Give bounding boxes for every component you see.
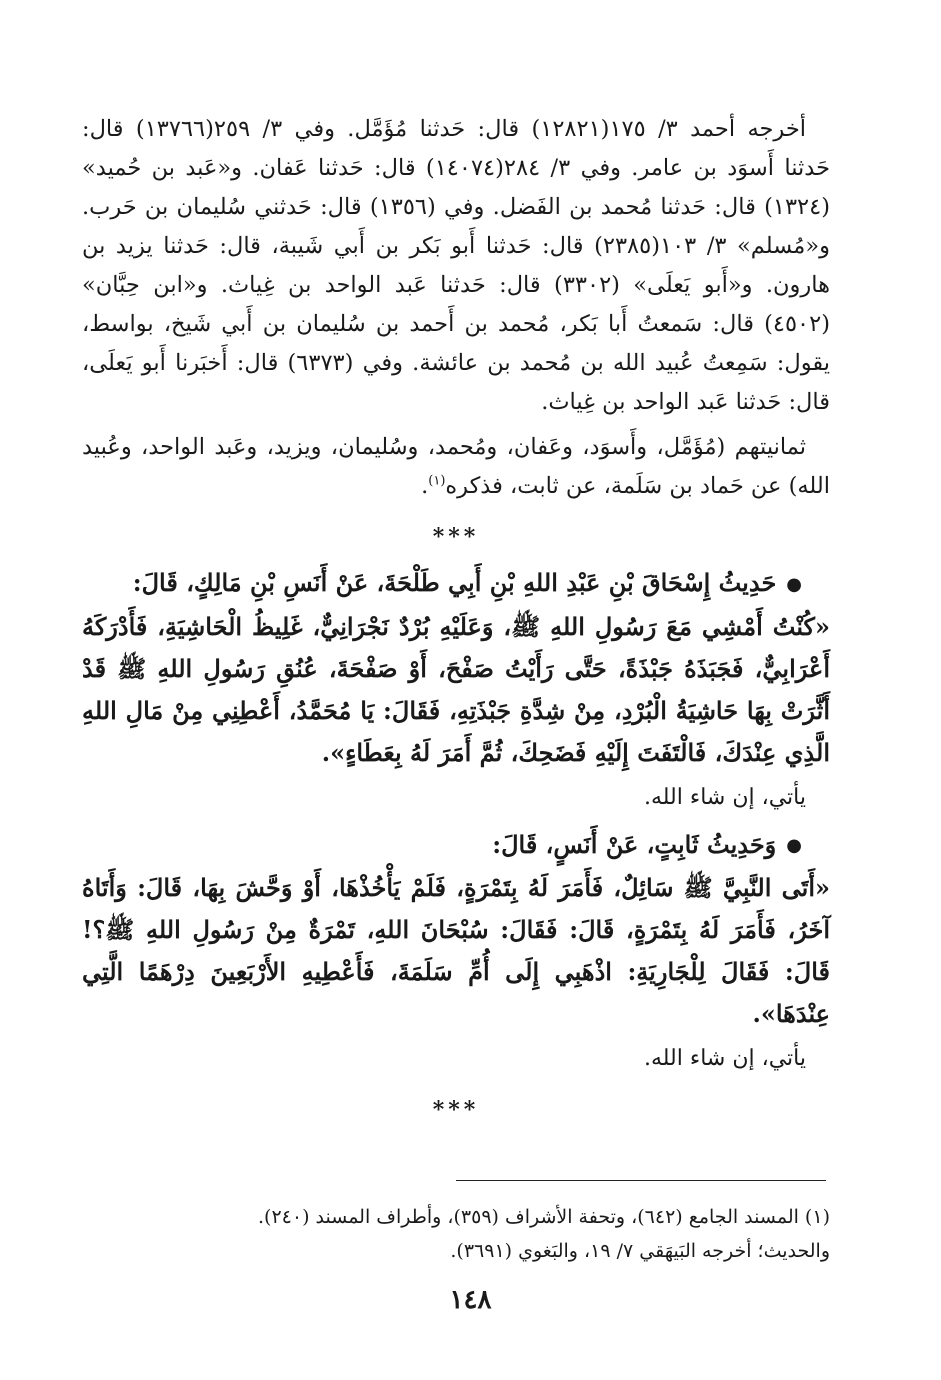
separator-stars-2: *** xyxy=(432,1097,480,1123)
hadith2-heading xyxy=(82,824,830,868)
hadith2-text: «أَتَى النَّبِيَّ ﷺ سَائِلٌ، فَأَمَرَ لَهُ بِتَمْرَةٍ، فَلَمْ يَأْخُذْهَا، أَوْ وَحَّشَ بِهَا، قَالَ: وَأَتَاهُ آخَرُ، فَأَمَرَ لَهُ بِتَمْرَةٍ، قَالَ: فَقَالَ: سُبْحَانَ اللهِ، تَمْرَةٌ مِنْ رَسُولِ اللهِ ﷺ؟! قَالَ: فَقَالَ لِلْجَارِيَةِ: اذْهَبِي إِلَى أُمِّ سَلَمَةَ، فَأَعْطِيهِ الأَرْبَعِينَ دِرْهَمًا الَّتِي عِنْدَهَا». xyxy=(82,873,830,1028)
hadith1-text: «كُنْتُ أَمْشِي مَعَ رَسُولِ اللهِ ﷺ، وَعَلَيْهِ بُرْدٌ نَجْرَانِيٌّ، غَلِيظُ الْحَاشِيَةِ، فَأَدْرَكَهُ أَعْرَابِيٌّ، فَجَبَذَهُ جَبْذَةً، حَتَّى رَأَيْتُ صَفْحَ، أَوْ صَفْحَةَ، عُنُقِ رَسُولِ اللهِ ﷺ قَدْ أَثَّرَتْ بِهَا حَاشِيَةُ الْبُرْدِ، مِنْ شِدَّةِ جَبْذَتِهِ، فَقَالَ: يَا مُحَمَّدُ، أَعْطِنِي مِنْ مَالِ اللهِ الَّذِي عِنْدَكَ، فَالْتَفَتَ إِلَيْهِ فَضَحِكَ، ثُمَّ أَمَرَ لَهُ بِعَطَاءٍ». xyxy=(82,611,830,767)
separator-stars: *** xyxy=(432,524,480,550)
footnote-2: والحديث؛ أخرجه البَيهَقي ٧/ ١٩، والبَغوي (٣٦٩١). xyxy=(450,1240,830,1262)
summary-text: ثمانيتهم (مُؤَمَّل، وأَسوَد، وعَفان، ومُحمد، وسُليمان، ويزيد، وعَبد الواحد، وعُبيد الله) عن حَماد بن سَلَمة، عن ثابت، فذكره xyxy=(82,434,830,499)
footnote-ref: (١) xyxy=(428,473,446,489)
summary-paragraph: ثمانيتهم (مُؤَمَّل، وأَسوَد، وعَفان، ومُحمد، وسُليمان، ويزيد، وعَبد الواحد، وعُبيد الله) عن حَماد بن سَلَمة، عن ثابت، فذكره$^{(١)}$. xyxy=(82,434,830,499)
bullet-icon: ● xyxy=(786,573,802,595)
bullet-icon: ● xyxy=(786,835,802,856)
footnotes xyxy=(82,1200,830,1268)
page-body xyxy=(82,110,830,1135)
hadith1-yati: يأتي، إن شاء الله. xyxy=(643,784,806,810)
hadith2-heading-text: وَحَدِيثُ ثَابِتٍ، عَنْ أَنَسٍ، قَالَ: xyxy=(492,829,777,859)
page-number: ١٤٨ xyxy=(449,1285,492,1315)
footnote-divider xyxy=(456,1180,826,1181)
takhrij-paragraph: أخرجه أحمد ٣/ ١٧٥(١٢٨٢١) قال: حَدثنا مُؤَمَّل. وفي ٣/ ٢٥٩(١٣٧٦٦) قال: حَدثنا أَسوَد بن عامر. وفي ٣/ ٢٨٤(١٤٠٧٤) قال: حَدثنا عَفان. و«عَبد بن حُميد» (١٣٢٤) قال: حَدثنا مُحمد بن الفَضل. وفي (١٣٥٦) قال: حَدثني سُليمان بن حَرب. و«مُسلم» ٣/ ١٠٣(٢٣٨٥) قال: حَدثنا أَبو بَكر بن أَبي شَيبة، قال: حَدثنا يزيد بن هارون. و«أَبو يَعلَى» (٣٣٠٢) قال: حَدثنا عَبد الواحد بن غِياث. و«ابن حِبَّان» (٤٥٠٢) قال: سَمعتُ أَبا بَكر، مُحمد بن أَحمد بن سُليمان بن أَبي شَيخ، بواسط، يقول: سَمِعتُ عُبيد الله بن مُحمد بن عائشة. وفي (٦٣٧٣) قال: أَخبَرنا أَبو يَعلَى، قال: حَدثنا عَبد الواحد بن غِياث. xyxy=(82,116,830,415)
hadith2-yati: يأتي، إن شاء الله. xyxy=(643,1046,806,1071)
hadith1-heading-text: حَدِيثُ إِسْحَاقَ بْنِ عَبْدِ اللهِ بْنِ أَبِي طَلْحَةَ، عَنْ أَنَسِ بْنِ مَالِكٍ، قَالَ: xyxy=(132,568,777,597)
hadith1-heading xyxy=(82,562,830,606)
footnote-1: (١) المسند الجامع (٦٤٢)، وتحفة الأشراف (٣٥٩)، وأطراف المسند (٢٤٠). xyxy=(258,1206,830,1228)
